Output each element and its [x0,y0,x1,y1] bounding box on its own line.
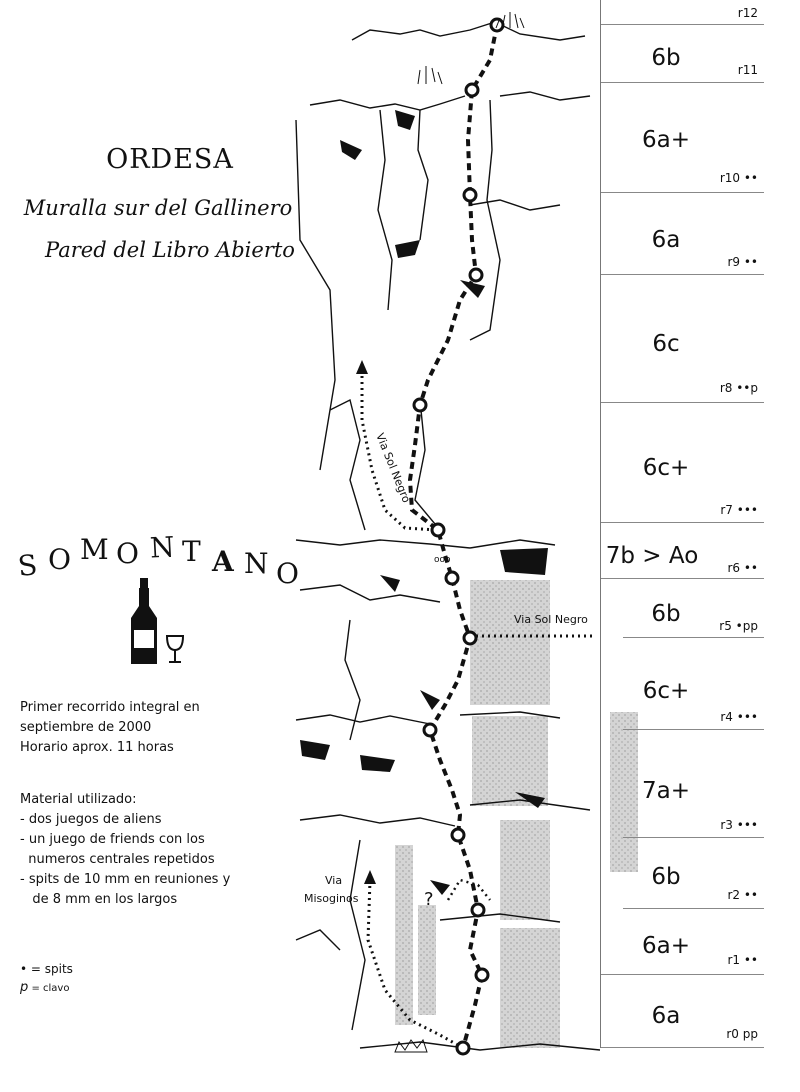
pitch-row [601,523,764,579]
face-title: Pared del Libro Abierto [45,238,295,262]
route-name-letter: O [276,557,299,590]
pitch-row [601,638,764,730]
time-estimate: Horario aprox. 11 horas [20,740,174,755]
route-name-letter: N [149,530,176,565]
pitch-row [601,909,764,975]
material-item: - dos juegos de aliens [20,812,162,827]
route-name-letter: M [80,533,109,566]
first-ascent-line1: Primer recorrido integral en [20,700,200,715]
pitch-grade: 6c+ [642,678,690,704]
pitch-grade: 6a+ [642,933,690,959]
pitch-grade: 7a+ [642,778,690,804]
bolt-marks: ooo [434,555,451,565]
pitch-row [601,25,764,83]
belay-r8 [414,399,426,411]
belay-label: r3 ••• [720,818,758,832]
first-ascent-line2: septiembre de 2000 [20,720,152,735]
misoginos-label-line1: Via [325,874,343,887]
route-name-letter: A [212,545,234,578]
route-name-letter: O [46,542,73,577]
belay-r0 [457,1042,469,1054]
legend-clavo-text: = clavo [28,983,70,994]
route-name-letter: T [182,535,201,568]
pitch-row [601,275,764,403]
pitch-table [600,0,764,1048]
belay-r10 [464,189,476,201]
pitch-row [601,975,764,1048]
ascent-info [20,698,200,758]
pitch-grade: 6a [651,1003,681,1029]
belay-label: r0 pp [726,1027,758,1041]
wall-title: Muralla sur del Gallinero [23,196,293,220]
pitch-grade: 6a [651,227,681,253]
pitch-grade: 7b > Ao [605,543,699,569]
belay-label: r4 ••• [720,710,758,724]
variant-route [448,880,490,900]
belay-r2 [472,904,484,916]
misoginos-route [368,880,463,1048]
belay-r9 [470,269,482,281]
misoginos-arrow [364,870,376,884]
belay-r3 [452,829,464,841]
pitch-grade: 6b [651,601,681,627]
belay-r4 [424,724,436,736]
legend [20,960,73,998]
champagne-icon [125,578,195,668]
belay-label: r5 •pp [719,619,758,633]
material-title: Material utilizado: [20,792,137,807]
belay-r11 [466,84,478,96]
material-item: numeros centrales repetidos [20,852,215,867]
material-list [20,790,230,910]
pitch-row [601,0,764,25]
route-name-letter: N [244,547,269,580]
sol-negro-route [362,370,438,530]
belay-r1 [476,969,488,981]
belay-label: r1 •• [727,953,758,967]
belay-r7 [432,524,444,536]
pitch-row [601,838,764,909]
area-title: ORDESA [106,144,234,175]
legend-clavo-symbol: p [20,980,29,995]
route-name-letter: S [16,548,39,583]
pitch-row [601,730,764,838]
sol-negro-arrow [356,360,368,374]
material-item: de 8 mm en los largos [20,892,178,907]
pitch-grade: 6b [651,864,681,890]
pitch-grade: 6b [651,45,681,71]
pitch-row [601,83,764,193]
belay-label: r6 •• [727,561,758,575]
sol-negro-horizontal-label: Via Sol Negro [514,613,588,626]
belay-r5 [464,632,476,644]
pitch-grade: 6a+ [642,127,690,153]
belay-label: r8 ••p [719,381,758,395]
legend-clavo [20,978,73,998]
misoginos-label-line2: Misoginos [304,892,359,905]
question-mark: ? [424,889,434,910]
pitch-grade: 6c [652,331,680,357]
pitch-row [601,579,764,638]
legend-spits: • = spits [20,962,73,976]
pitch-row [601,193,764,275]
pitch-grade: 6c+ [642,455,690,481]
pitch-row [601,403,764,523]
belay-r6 [446,572,458,584]
material-item: - un juego de friends con los [20,832,205,847]
belay-label: r9 •• [727,255,758,269]
belay-label: r12 [737,6,758,20]
material-item: - spits de 10 mm en reuniones y [20,872,231,887]
sol-negro-vertical-label: Via Sol Negro [373,431,413,505]
belay-label: r11 [737,63,758,77]
belay-label: r7 ••• [720,503,758,517]
belay-label: r10 •• [719,171,758,185]
route-name-letter: O [116,537,139,570]
belay-label: r2 •• [727,888,758,902]
